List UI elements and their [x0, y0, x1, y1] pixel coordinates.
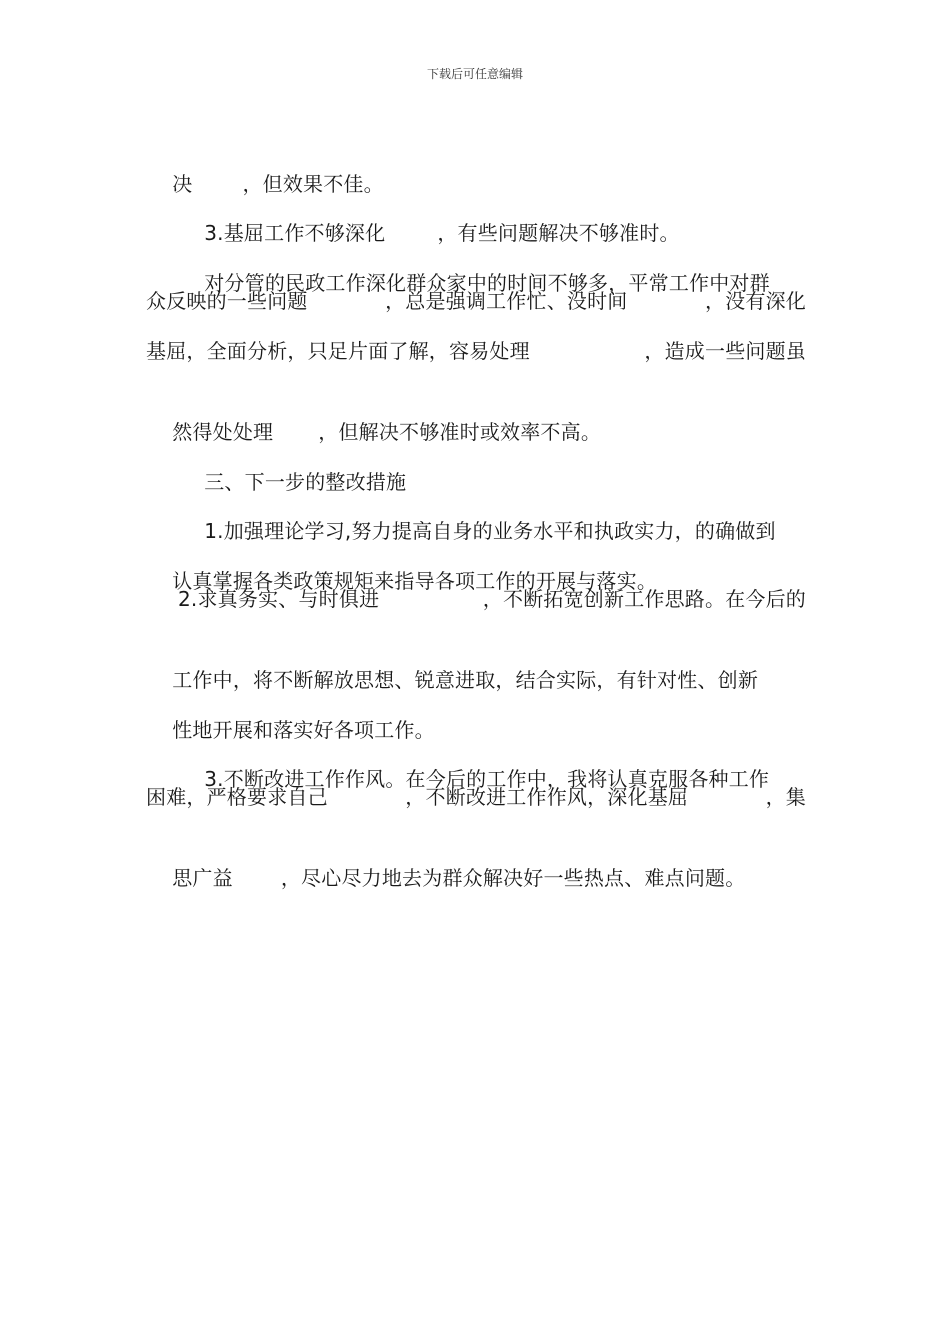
page-header: 下载后可任意编辑	[426, 67, 523, 81]
text-segment: 对分管的民政工作深化群众家中的时间不够多，平常工作中对群	[204, 271, 770, 295]
text-segment: ，造成一些问题虽	[644, 339, 806, 363]
paragraph-line	[146, 632, 806, 692]
text-segment: 工作中，将不断解放思想、锐意进取，结合实际，有针对性、创新	[172, 668, 759, 692]
text-segment: 2.求真务实、与时俱进	[178, 587, 380, 611]
paragraph-line	[178, 235, 806, 295]
paragraph-line	[146, 682, 806, 742]
text-segment: ，不断改进工作作风，深化基屈	[405, 785, 689, 809]
paragraph-line	[178, 583, 806, 615]
text-segment: 三、下一步的整改措施	[204, 470, 407, 494]
paragraph-line	[146, 285, 806, 317]
text-segment: ，不断拓宽创新工作思路。在今后的	[482, 587, 806, 611]
text-segment: 困难，严格要求自己	[146, 785, 328, 809]
paragraph-line	[178, 483, 806, 543]
text-segment: 然得处处理	[172, 420, 274, 444]
text-segment: ，没有深化	[704, 289, 806, 313]
text-segment: 性地开展和落实好各项工作。	[172, 718, 435, 742]
text-segment: 1.加强理论学习,努力提高自身的业务水平和执政实力，的确做到	[204, 519, 776, 543]
text-segment: ，有些问题解决不够准时。	[437, 221, 680, 245]
text-segment: ，尽心尽力地去为群众解决好一些热点、难点问题。	[280, 866, 746, 890]
text-segment: 认真掌握各类政策规矩来指导各项工作的开展与落实。	[172, 569, 658, 593]
paragraph-line	[146, 533, 806, 593]
paragraph-line	[146, 136, 806, 196]
text-segment: ，总是强调工作忙、没时间	[385, 289, 628, 313]
paragraph-line	[146, 781, 806, 813]
text-segment: 决	[172, 172, 193, 196]
text-segment: 众反映的一些问题	[146, 289, 308, 313]
text-segment: 基屈，全面分析，只足片面了解，容易处理	[146, 339, 530, 363]
section-heading	[178, 434, 806, 494]
paragraph-line	[146, 830, 806, 890]
text-segment: 3.基屈工作不够深化	[204, 221, 386, 245]
paragraph-line	[146, 384, 806, 444]
paragraph-line	[178, 731, 806, 791]
paragraph-line	[146, 335, 806, 367]
text-segment: 3.不断改进工作作风。在今后的工作中，我将认真克服各种工作	[204, 767, 770, 791]
text-segment: 思广益	[172, 866, 233, 890]
text-segment: ，但解决不够准时或效率不高。	[318, 420, 602, 444]
paragraph-line	[178, 185, 806, 245]
text-segment: ，集	[765, 785, 806, 809]
text-segment: ，但效果不佳。	[242, 172, 384, 196]
